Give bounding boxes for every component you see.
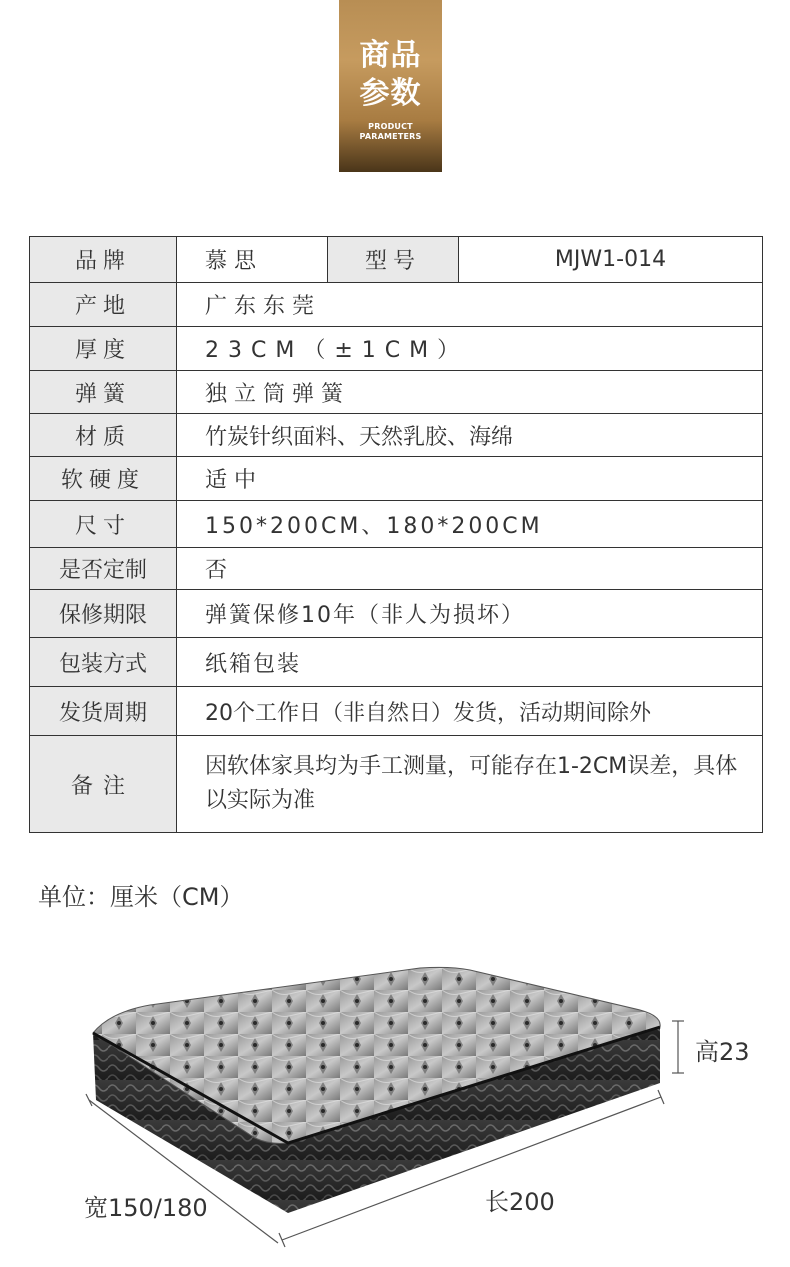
row-value: 纸箱包装 <box>177 638 763 687</box>
table-row <box>30 371 763 414</box>
height-dimension-label: 高23 <box>695 1038 750 1066</box>
row-value: 竹炭针织面料、天然乳胶、海绵 <box>177 414 763 457</box>
model-label: 型号 <box>328 237 459 283</box>
row-value: 独立筒弹簧 <box>177 371 763 414</box>
row-label: 包装方式 <box>30 638 177 687</box>
product-parameters-badge <box>339 0 442 172</box>
length-dimension-label: 长200 <box>485 1188 555 1216</box>
width-dimension-label: 宽150/180 <box>84 1194 208 1222</box>
row-label: 弹簧 <box>30 371 177 414</box>
table-row <box>30 414 763 457</box>
row-label: 备注 <box>30 736 177 833</box>
row-value: 适中 <box>177 457 763 501</box>
table-row <box>30 501 763 548</box>
table-row <box>30 638 763 687</box>
row-label: 厚度 <box>30 327 177 371</box>
unit-label: 单位：厘米（CM） <box>38 883 244 911</box>
row-label: 发货周期 <box>30 687 177 736</box>
table-row <box>30 736 763 833</box>
table-row <box>30 687 763 736</box>
table-row <box>30 548 763 590</box>
table-row <box>30 457 763 501</box>
row-value: 20个工作日（非自然日）发货，活动期间除外 <box>177 687 763 736</box>
model-value: MJW1-014 <box>459 237 763 283</box>
row-value: 因软体家具均为手工测量，可能存在1-2CM误差，具体以实际为准 <box>177 736 763 833</box>
row-value: 弹簧保修10年（非人为损坏） <box>177 590 763 638</box>
brand-label: 品牌 <box>30 237 177 283</box>
row-value: 23CM（±1CM） <box>177 327 763 371</box>
badge-subtitle-line2: PARAMETERS <box>359 132 422 141</box>
table-row <box>30 237 763 283</box>
row-value: 否 <box>177 548 763 590</box>
brand-value: 慕思 <box>177 237 328 283</box>
table-row <box>30 590 763 638</box>
spec-table <box>29 236 763 833</box>
row-value: 150*200CM、180*200CM <box>177 501 763 548</box>
row-value: 广东东莞 <box>177 283 763 327</box>
row-label: 材质 <box>30 414 177 457</box>
badge-title-line2: 参数 <box>359 76 422 111</box>
badge-title-line1: 商品 <box>359 38 422 73</box>
row-label: 保修期限 <box>30 590 177 638</box>
row-label: 尺寸 <box>30 501 177 548</box>
table-row <box>30 283 763 327</box>
row-label: 是否定制 <box>30 548 177 590</box>
badge-subtitle-line1: PRODUCT <box>368 122 413 131</box>
row-label: 软硬度 <box>30 457 177 501</box>
table-row <box>30 327 763 371</box>
row-label: 产地 <box>30 283 177 327</box>
